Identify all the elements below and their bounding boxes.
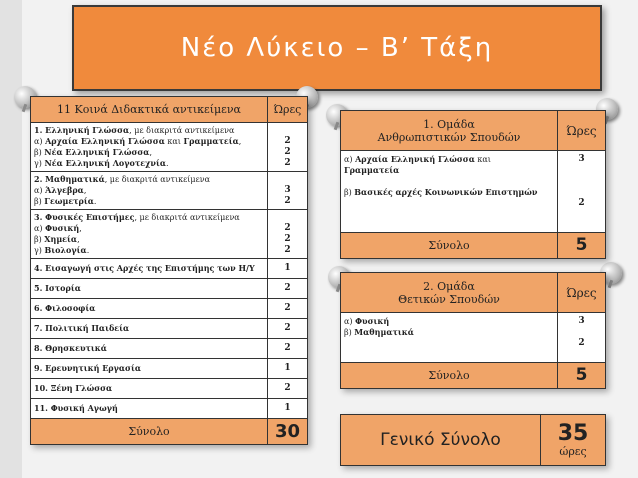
hours-value: [271, 212, 304, 223]
total-label: Σύνολο: [31, 419, 268, 445]
hours-value: 1: [284, 363, 291, 373]
group-subtitle: Θετικών Σπουδών: [398, 292, 500, 306]
subject-line: β) Νέα Ελληνική Γλώσσα,: [34, 147, 152, 157]
table-row: [31, 172, 308, 210]
subject-line: β) Μαθηματικά: [344, 327, 414, 337]
grand-total-label: Γενικό Σύνολο: [341, 415, 541, 465]
hours-value: 2: [284, 343, 291, 353]
table-row: [31, 279, 308, 299]
hours-value: 2: [284, 383, 291, 393]
hours-cell: [268, 359, 308, 379]
subject-cell: [31, 339, 268, 359]
subject-line: 11. Φυσική Αγωγή: [34, 403, 118, 413]
subject-line: 4. Εισαγωγή στις Αρχές της Επιστήμης των Η/Υ: [34, 263, 255, 273]
total-row: [31, 419, 308, 445]
subject-cell: [31, 172, 268, 210]
table-row: [31, 319, 308, 339]
group-total-row: [341, 363, 606, 389]
hours-value: 2: [284, 158, 291, 168]
hours-cell: [268, 210, 308, 259]
hours-value: [271, 174, 304, 185]
hours-value: 3: [578, 154, 585, 164]
total-value: 5: [558, 363, 606, 389]
subject-line: γ) Νέα Ελληνική Λογοτεχνία.: [34, 158, 169, 168]
title-banner: [72, 5, 602, 91]
hours-value: 2: [284, 323, 291, 333]
hours-value: 2: [284, 223, 291, 233]
subject-cell: [31, 259, 268, 279]
hours-value: 3: [284, 185, 291, 195]
subjects-body: [31, 123, 308, 445]
subject-line: α) Φυσική,: [34, 223, 82, 233]
subject-line: 6. Φιλοσοφία: [34, 303, 96, 313]
common-subjects-table: [30, 96, 308, 445]
hours-value: 2: [284, 303, 291, 313]
subject-cell: [31, 399, 268, 419]
subject-cell: [31, 123, 268, 172]
group-total-row: [341, 233, 606, 259]
group-subjects-cell: [341, 151, 558, 233]
subjects-header: 11 Κοινά Διδακτικά αντικείμενα: [31, 97, 268, 123]
page-title: Νέο Λύκειο – Β’ Τάξη: [180, 33, 494, 63]
subject-line: 8. Θρησκευτικά: [34, 343, 107, 353]
hours-cell: [268, 279, 308, 299]
subject-line: Γραμματεία: [344, 165, 400, 175]
group-subjects-cell: [341, 313, 558, 363]
subject-line: α) Αρχαία Ελληνική Γλώσσα και: [344, 154, 491, 164]
hours-value: [271, 125, 304, 136]
subject-line: 7. Πολιτική Παιδεία: [34, 323, 130, 333]
total-value: 5: [558, 233, 606, 259]
hours-cell: [268, 172, 308, 210]
hours-value: 2: [578, 338, 585, 348]
total-value: 30: [268, 419, 308, 445]
subject-line: α) Άλγεβρα,: [34, 185, 87, 195]
subject-line: 2. Μαθηματικά, με διακριτά αντικείμενα: [34, 174, 210, 184]
subject-line: 3. Φυσικές Επιστήμες, με διακριτά αντικείμενα: [34, 212, 240, 222]
hours-cell: [268, 339, 308, 359]
hours-value: 2: [284, 147, 291, 157]
subject-line: 10. Ξένη Γλώσσα: [34, 383, 113, 393]
table-row: [31, 359, 308, 379]
hours-value: 2: [284, 234, 291, 244]
subject-cell: [31, 359, 268, 379]
subject-line: β) Γεωμετρία.: [34, 196, 97, 206]
humanities-group-table: [340, 110, 606, 259]
group-header: [341, 273, 558, 313]
hours-value: 2: [578, 198, 585, 208]
table-row: [31, 399, 308, 419]
subject-cell: [31, 210, 268, 259]
hours-value: 2: [284, 245, 291, 255]
hours-value: 1: [284, 263, 291, 273]
hours-value: 2: [284, 283, 291, 293]
grand-total-box: [340, 414, 606, 466]
subject-line: 9. Ερευνητική Εργασία: [34, 363, 141, 373]
hours-value: 1: [284, 403, 291, 413]
hours-value: 3: [578, 316, 585, 326]
subject-cell: [31, 279, 268, 299]
group-hours-cell: [558, 313, 606, 363]
table-row: [31, 379, 308, 399]
left-decor-strip: [0, 0, 22, 478]
subject-cell: [31, 379, 268, 399]
subject-line: α) Αρχαία Ελληνική Γλώσσα και Γραμματεία,: [34, 136, 242, 146]
grand-total-value: 35: [557, 420, 589, 446]
hours-header: Ώρες: [558, 273, 606, 313]
total-label: Σύνολο: [341, 363, 558, 389]
group-subtitle: Ανθρωπιστικών Σπουδών: [377, 130, 521, 144]
hours-cell: [268, 379, 308, 399]
subject-line: γ) Βιολογία.: [34, 245, 90, 255]
subject-line: α) Φυσική: [344, 316, 390, 326]
total-label: Σύνολο: [341, 233, 558, 259]
hours-value: 2: [284, 136, 291, 146]
hours-value: 2: [284, 196, 291, 206]
subject-line: 1. Ελληνική Γλώσσα, με διακριτά αντικείμενα: [34, 125, 235, 135]
subject-cell: [31, 319, 268, 339]
group-title: 2. Ομάδα: [423, 279, 475, 293]
hours-cell: [268, 259, 308, 279]
hours-cell: [268, 319, 308, 339]
hours-header: Ώρες: [558, 111, 606, 151]
table-row: [31, 123, 308, 172]
group-title: 1. Ομάδα: [423, 117, 475, 131]
subject-line: 5. Ιστορία: [34, 283, 81, 293]
hours-cell: [268, 123, 308, 172]
table-row: [31, 299, 308, 319]
grand-total-value-cell: [541, 415, 605, 465]
table-row: [31, 339, 308, 359]
group-header: [341, 111, 558, 151]
subject-line: β) Χημεία,: [34, 234, 80, 244]
table-row: [31, 259, 308, 279]
hours-cell: [268, 399, 308, 419]
sciences-group-table: [340, 272, 606, 389]
subject-cell: [31, 299, 268, 319]
table-row: [31, 210, 308, 259]
hours-cell: [268, 299, 308, 319]
hours-header: Ώρες: [268, 97, 308, 123]
group-hours-cell: [558, 151, 606, 233]
subject-line: β) Βασικές αρχές Κοινωνικών Επιστημών: [344, 187, 538, 197]
grand-total-unit: ώρες: [559, 444, 587, 458]
